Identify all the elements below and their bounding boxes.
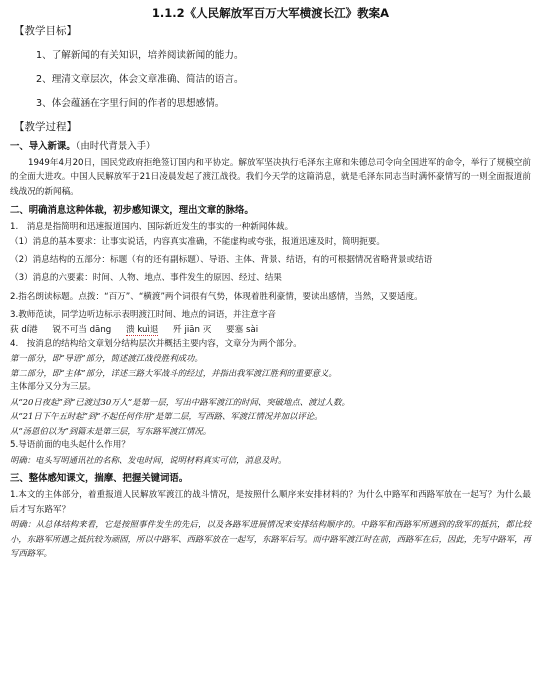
document-title: 1.1.2《人民解放军百万大军横渡长江》教案A [151, 6, 390, 20]
section-1-heading [10, 140, 531, 154]
section-2-item-3: 3.教师范读，同学边听边标示表明渡江时间、地点的词语，并注意字音 [10, 310, 277, 321]
body-heading: 主体部分又分为三层。 [10, 382, 96, 393]
section-3-question-1: 1.本文的主体部分，着重报道人民解放军渡江的战斗情况，是按照什么顺序来安排材料的？为什么中路军和西路军放在一起写？为什么最后才写东路军？ [10, 490, 531, 515]
answer-5: 明确：电头写明通讯社的名称、发电时间，说明材料真实可信，消息及时。 [10, 454, 287, 465]
pinyin-word-3: 溃 kuì退 [125, 324, 159, 335]
goal-item-1: 1、了解新闻的有关知识，培养阅读新闻的能力。 [36, 50, 244, 61]
pinyin-word-4: 歼 jiān 灭 [173, 324, 212, 335]
section-2-item-4: 4. 按消息的结构给文章划分结构层次并概括主要内容，文章分为两个部分。 [10, 338, 302, 349]
layer-1: 从“20日夜起”到“已渡过30万人”是第一层，写出中路军渡江的时间、突破地点、渡过人数。 [10, 396, 350, 407]
part-two-line: 第二部分，即“主体”部分，详述三路大军战斗的经过，并指出我军渡江胜利的重要意义。 [10, 367, 337, 378]
pinyin-word-1: 荻 dí港 [10, 324, 38, 335]
section-1-title: 一、导入新课。 [10, 141, 76, 152]
process-heading: 【教学过程】 [14, 121, 77, 133]
pinyin-row [10, 323, 531, 337]
goal-item-3: 3、体会蕴涵在字里行间的作者的思想感情。 [36, 98, 225, 109]
section-1-paragraph: 1949年4月20日，国民党政府拒绝签订国内和平协定。解放军坚决执行毛泽东主席和朱德总司令向全国进军的命令，举行了规模空前的全面大进攻。中国人民解放军于21日凌晨发起了渡江战役。我们今天学的这篇消息，就是毛泽东同志当时满怀豪情写的一则全面报道前线战况的新闻稿。 [10, 158, 531, 197]
section-2-item-2: 2.指名朗读标题。点拨：“百万”、“横渡”两个词很有气势，体现着胜利豪情，要读出感情，当然，又要适度。 [10, 291, 423, 302]
goal-item-2: 2、理清文章层次，体会文章准确、简洁的语言。 [36, 74, 244, 85]
pinyin-word-5: 要塞 sài [226, 324, 259, 335]
layer-3: 从“汤恩伯以为”到篇末是第三层，写东路军渡江情况。 [10, 425, 212, 436]
section-1-note: （由时代背景入手） [75, 141, 156, 152]
section-2-item-1a: （1）消息的基本要求：让事实说话，内容真实准确，不能虚构或夸张，报道迅速及时，简明扼要。 [10, 236, 386, 247]
section-3-answer-1: 明确：从总体结构来看，它是按照事件发生的先后，以及各路军进展情况来安排结构顺序的。中路军和西路军所遇到的敌军的抵抗，都比较小，东路军所遇之抵抗较为顽固，所以中路军、西路军放在一起写，东路军后写。而中路军渡江时在前，西路军在后，因此，先写中路军，再写西路军。 [10, 519, 531, 559]
section-3-heading: 三、整体感知课文，揣摩、把握关键词语。 [10, 473, 189, 485]
layer-2: 从“21日下午五时起”到“不起任何作用”是第二层，写西路、军渡江情况并加以评论。 [10, 411, 323, 422]
section-2-item-5: 5.导语前面的电头起什么作用？ [10, 440, 130, 451]
part-one-line: 第一部分，即“导语”部分，简述渡江战役胜利成功。 [10, 353, 203, 364]
section-2-item-1b: （2）消息结构的五部分：标题（有的还有副标题）、导语、主体、背景、结语，有的可根据情况省略背景或结语 [10, 255, 433, 266]
section-2-heading: 二、明确消息这种体裁，初步感知课文，理出文章的脉络。 [10, 205, 254, 217]
section-2-item-1: 1. 消息是指简明和迅速报道国内、国际新近发生的事实的一种新闻体裁。 [10, 222, 294, 233]
pinyin-word-2: 锐不可当 dāng [52, 324, 112, 335]
goals-heading: 【教学目标】 [14, 25, 77, 37]
section-2-item-1c: （3）消息的六要素：时间、人物、地点、事件发生的原因、经过、结果 [10, 273, 282, 284]
